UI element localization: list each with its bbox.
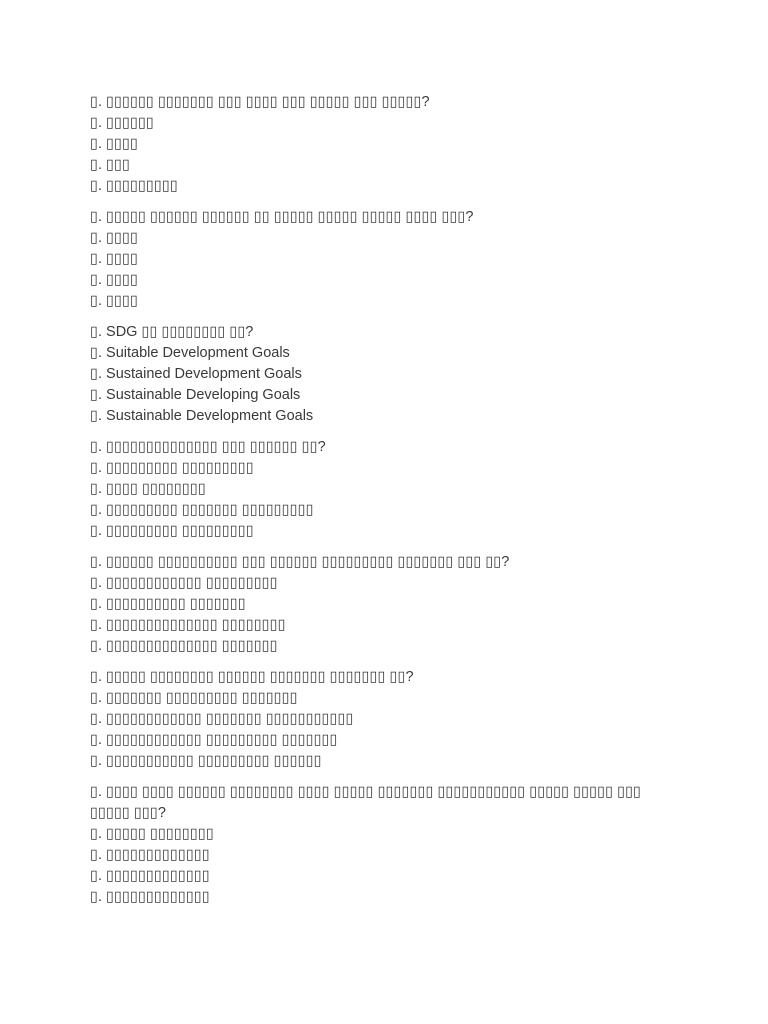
answer-option: ▯. ▯▯▯▯: [90, 251, 138, 267]
question-block: [90, 207, 690, 312]
answer-option: ▯. ▯▯▯▯▯▯▯▯▯▯▯▯▯: [90, 847, 210, 863]
answer-option: ▯. ▯▯▯▯▯▯▯▯▯▯▯ ▯▯▯▯▯▯▯▯▯ ▯▯▯▯▯▯: [90, 753, 322, 769]
answer-option: ▯. ▯▯▯▯ ▯▯▯▯▯▯▯▯: [90, 481, 206, 497]
answer-option: ▯. Suitable Development Goals: [90, 345, 290, 361]
question-text: ▯. ▯▯▯▯▯▯ ▯▯▯▯▯▯▯ ▯▯▯ ▯▯▯▯ ▯▯▯ ▯▯▯▯▯ ▯▯▯ ▯▯▯▯▯?: [90, 94, 430, 110]
answer-option: ▯. ▯▯▯▯▯▯▯▯▯▯▯▯▯▯ ▯▯▯▯▯▯▯: [90, 638, 278, 654]
answer-option: ▯. ▯▯▯▯▯▯▯▯▯▯▯▯ ▯▯▯▯▯▯▯▯▯: [90, 575, 278, 591]
document-page: [90, 92, 690, 918]
answer-option: ▯. ▯▯▯▯▯▯▯▯▯▯ ▯▯▯▯▯▯▯: [90, 596, 246, 612]
question-block: [90, 437, 690, 542]
question-text: ▯. ▯▯▯▯▯▯▯▯▯▯▯▯▯▯ ▯▯▯ ▯▯▯▯▯▯ ▯▯?: [90, 439, 326, 455]
question-block: [90, 667, 690, 772]
answer-option: ▯. ▯▯▯▯▯▯▯▯▯▯▯▯ ▯▯▯▯▯▯▯ ▯▯▯▯▯▯▯▯▯▯▯: [90, 711, 354, 727]
answer-option: ▯. ▯▯▯▯▯▯▯▯▯▯▯▯▯: [90, 889, 210, 905]
answer-option: ▯. ▯▯▯▯▯▯▯▯▯▯▯▯▯: [90, 868, 210, 884]
answer-option: ▯. ▯▯▯▯: [90, 293, 138, 309]
question-block: [90, 92, 690, 197]
question-text: ▯. ▯▯▯▯ ▯▯▯▯ ▯▯▯▯▯▯ ▯▯▯▯▯▯▯▯ ▯▯▯▯ ▯▯▯▯▯ ▯▯▯▯▯▯▯ ▯▯▯▯▯▯▯▯▯▯▯ ▯▯▯▯▯ ▯▯▯▯▯ ▯▯▯ ▯▯▯▯▯ ▯▯▯?: [90, 784, 642, 821]
answer-option: ▯. ▯▯▯▯▯▯▯▯▯▯▯▯ ▯▯▯▯▯▯▯▯▯ ▯▯▯▯▯▯▯: [90, 732, 338, 748]
question-block: [90, 782, 690, 908]
answer-option: ▯. ▯▯▯▯▯▯▯▯▯ ▯▯▯▯▯▯▯▯▯: [90, 460, 254, 476]
question-text: ▯. ▯▯▯▯▯▯ ▯▯▯▯▯▯▯▯▯▯ ▯▯▯ ▯▯▯▯▯▯ ▯▯▯▯▯▯▯▯▯ ▯▯▯▯▯▯▯ ▯▯▯ ▯▯?: [90, 554, 510, 570]
question-text: ▯. ▯▯▯▯▯ ▯▯▯▯▯▯ ▯▯▯▯▯▯ ▯▯ ▯▯▯▯▯ ▯▯▯▯▯ ▯▯▯▯▯ ▯▯▯▯ ▯▯▯?: [90, 209, 474, 225]
answer-option: ▯. ▯▯▯▯▯▯▯▯▯ ▯▯▯▯▯▯▯▯▯: [90, 523, 254, 539]
question-text: ▯. ▯▯▯▯▯ ▯▯▯▯▯▯▯▯ ▯▯▯▯▯▯ ▯▯▯▯▯▯▯ ▯▯▯▯▯▯▯ ▯▯?: [90, 669, 414, 685]
answer-option: ▯. ▯▯▯▯: [90, 230, 138, 246]
question-text: ▯. SDG ▯▯ ▯▯▯▯▯▯▯▯ ▯▯?: [90, 324, 254, 340]
answer-option: ▯. ▯▯▯▯: [90, 272, 138, 288]
answer-option: ▯. ▯▯▯▯▯▯▯ ▯▯▯▯▯▯▯▯▯ ▯▯▯▯▯▯▯: [90, 690, 298, 706]
answer-option: ▯. ▯▯▯: [90, 157, 130, 173]
answer-option: ▯. ▯▯▯▯▯▯: [90, 115, 154, 131]
answer-option: ▯. Sustainable Developing Goals: [90, 387, 301, 403]
answer-option: ▯. ▯▯▯▯▯▯▯▯▯: [90, 178, 178, 194]
answer-option: ▯. Sustained Development Goals: [90, 366, 302, 382]
answer-option: ▯. ▯▯▯▯▯▯▯▯▯ ▯▯▯▯▯▯▯ ▯▯▯▯▯▯▯▯▯: [90, 502, 314, 518]
answer-option: ▯. Sustainable Development Goals: [90, 408, 314, 424]
question-block: [90, 322, 690, 427]
answer-option: ▯. ▯▯▯▯▯▯▯▯▯▯▯▯▯▯ ▯▯▯▯▯▯▯▯: [90, 617, 286, 633]
answer-option: ▯. ▯▯▯▯▯ ▯▯▯▯▯▯▯▯: [90, 826, 214, 842]
question-block: [90, 552, 690, 657]
answer-option: ▯. ▯▯▯▯: [90, 136, 138, 152]
